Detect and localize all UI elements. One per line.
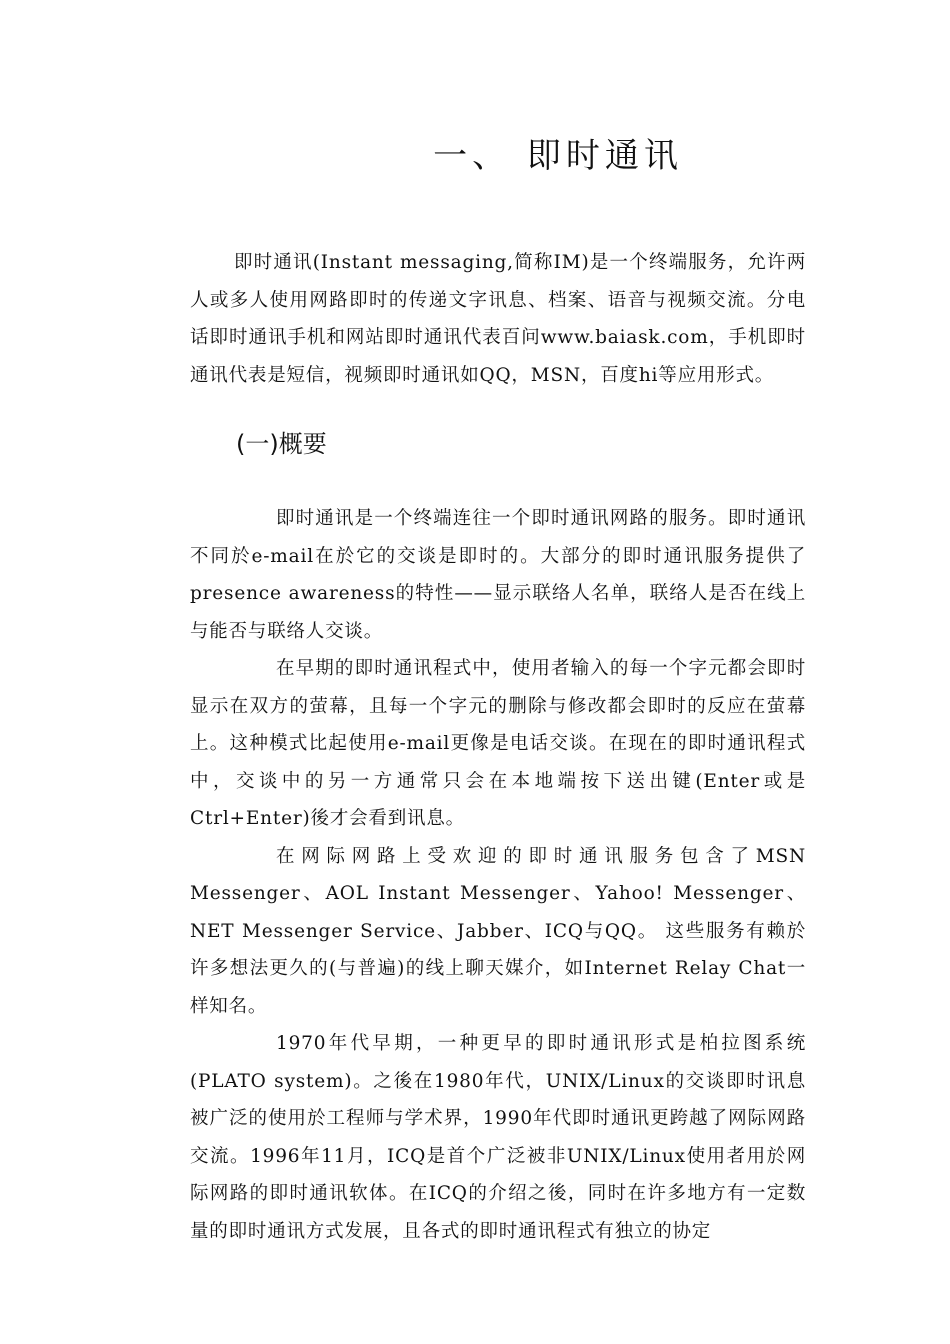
page-title: 一、 即时通讯: [433, 136, 683, 176]
paragraph-3: 在网际网路上受欢迎的即时通讯服务包含了MSN Messenger、AOL Instant Messenger、Yahoo! Messenger、NET Messenger Service、Jabber、ICQ与QQ。 这些服务有赖於许多想法更久的(与普遍)的线上聊天媒介，如Internet Relay Chat一样知名。: [190, 845, 806, 1017]
paragraph-4: 1970年代早期，一种更早的即时通讯形式是柏拉图系统(PLATO system)。之後在1980年代，UNIX/Linux的交谈即时讯息被广泛的使用於工程师与学术界，1990年代即时通讯更跨越了网际网路交流。1996年11月，ICQ是首个广泛被非UNIX/Linux使用者用於网际网路的即时通讯软体。在ICQ的介绍之後，同时在许多地方有一定数量的即时通讯方式发展，且各式的即时通讯程式有独立的协定: [190, 1033, 806, 1242]
paragraph-1: 即时通讯是一个终端连往一个即时通讯网路的服务。即时通讯不同於e-mail在於它的交谈是即时的。大部分的即时通讯服务提供了presence awareness的特性——显示联络人名单，联络人是否在线上与能否与联络人交谈。: [190, 508, 806, 642]
section-heading: (一)概要: [236, 430, 327, 458]
intro-paragraph: 即时通讯(Instant messaging,简称IM)是一个终端服务，允许两人或多人使用网路即时的传递文字讯息、档案、语音与视频交流。分电话即时通讯手机和网站即时通讯代表百问www.baiask.com，手机即时通讯代表是短信，视频即时通讯如QQ，MSN，百度hi等应用形式。: [190, 252, 806, 386]
section-body: [190, 500, 806, 1250]
paragraph-2: 在早期的即时通讯程式中，使用者输入的每一个字元都会即时显示在双方的萤幕，且每一个字元的删除与修改都会即时的反应在萤幕上。这种模式比起使用e-mail更像是电话交谈。在现在的即时通讯程式中，交谈中的另一方通常只会在本地端按下送出键(Enter或是Ctrl+Enter)後才会看到讯息。: [190, 658, 806, 829]
